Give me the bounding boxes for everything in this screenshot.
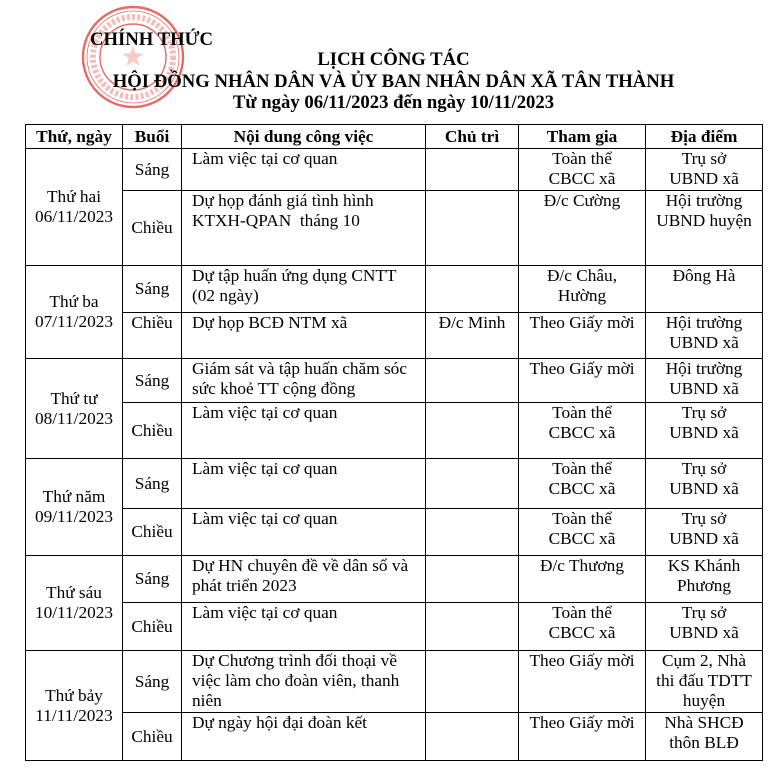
participants-line: CBCC xã bbox=[548, 623, 616, 642]
location-line: UBND xã bbox=[669, 479, 739, 498]
task-content-cell bbox=[182, 149, 426, 191]
participants-cell bbox=[519, 509, 646, 556]
session-cell: Sáng bbox=[123, 266, 182, 313]
participants-line: Theo Giấy mời bbox=[529, 313, 635, 332]
organization-name: HỘI ĐỒNG NHÂN DÂN VÀ ỦY BAN NHÂN DÂN XÃ TÂN THÀNH bbox=[112, 70, 675, 92]
location-cell bbox=[646, 603, 763, 651]
chair-cell bbox=[426, 459, 519, 509]
location-line: Đông Hà bbox=[672, 266, 736, 285]
participants-line: Theo Giấy mời bbox=[529, 359, 635, 378]
location-line: Trụ sở bbox=[681, 403, 727, 422]
participants-line: Toàn thể bbox=[552, 509, 612, 528]
task-content-line: (02 ngày) bbox=[192, 286, 259, 305]
chair-cell bbox=[426, 403, 519, 459]
participants-cell bbox=[519, 149, 646, 191]
task-content-line: niên bbox=[192, 691, 222, 710]
location-cell bbox=[646, 713, 763, 761]
task-content-line: sức khoẻ TT cộng đồng bbox=[192, 379, 356, 398]
location-line: UBND xã bbox=[669, 529, 739, 548]
location-cell bbox=[646, 459, 763, 509]
session-cell: Sáng bbox=[123, 651, 182, 713]
header-day: Thứ, ngày bbox=[26, 125, 123, 149]
participants-line: CBCC xã bbox=[548, 423, 616, 442]
location-line: Cụm 2, Nhà bbox=[661, 651, 746, 670]
date-label: 06/11/2023 bbox=[34, 207, 114, 226]
task-content-line: Dự tập huấn ứng dụng CNTT bbox=[192, 266, 397, 285]
participants-line: Đ/c Thương bbox=[540, 556, 624, 575]
location-line: UBND xã bbox=[669, 333, 739, 352]
chair-cell bbox=[426, 603, 519, 651]
task-content-line: Dự họp đánh giá tình hình bbox=[192, 191, 374, 210]
location-line: Trụ sở bbox=[681, 509, 727, 528]
weekday-label: Thứ hai bbox=[47, 187, 101, 206]
task-content-cell bbox=[182, 713, 426, 761]
location-line: KS Khánh bbox=[667, 556, 741, 575]
participants-line: Đ/c Châu, bbox=[546, 266, 618, 285]
participants-cell bbox=[519, 191, 646, 266]
chair-cell bbox=[426, 359, 519, 403]
participants-line: CBCC xã bbox=[548, 479, 616, 498]
participants-line: CBCC xã bbox=[548, 169, 616, 188]
day-cell bbox=[26, 266, 123, 359]
location-line: UBND xã bbox=[669, 423, 739, 442]
task-content-line: việc làm cho đoàn viên, thanh bbox=[192, 671, 400, 690]
session-cell: Sáng bbox=[123, 459, 182, 509]
date-label: 07/11/2023 bbox=[34, 312, 114, 331]
task-content-line: Làm việc tại cơ quan bbox=[192, 149, 338, 168]
chair-cell bbox=[426, 266, 519, 313]
participants-line: Đ/c Cường bbox=[543, 191, 621, 210]
location-cell bbox=[646, 651, 763, 713]
task-content-line: KTXH-QPAN tháng 10 bbox=[192, 211, 360, 230]
participants-cell bbox=[519, 459, 646, 509]
task-content-cell bbox=[182, 313, 426, 359]
header-chair: Chủ trì bbox=[426, 125, 519, 149]
task-content-cell bbox=[182, 603, 426, 651]
location-line: UBND xã bbox=[669, 623, 739, 642]
task-content-line: Giám sát và tập huấn chăm sóc bbox=[192, 359, 407, 378]
location-line: thôn BLĐ bbox=[669, 733, 739, 752]
location-cell bbox=[646, 556, 763, 603]
chair-cell bbox=[426, 149, 519, 191]
location-line: Trụ sở bbox=[681, 459, 727, 478]
participants-line: Toàn thể bbox=[552, 603, 612, 622]
document-title: LỊCH CÔNG TÁC bbox=[317, 49, 470, 70]
session-cell: Chiều bbox=[123, 713, 182, 761]
header-location: Địa điểm bbox=[646, 125, 763, 149]
date-range: Từ ngày 06/11/2023 đến ngày 10/11/2023 bbox=[232, 92, 555, 113]
participants-cell bbox=[519, 603, 646, 651]
task-content-cell bbox=[182, 651, 426, 713]
chair-cell bbox=[426, 509, 519, 556]
chair-cell bbox=[426, 713, 519, 761]
chair-cell bbox=[426, 556, 519, 603]
location-cell bbox=[646, 403, 763, 459]
task-content-cell bbox=[182, 359, 426, 403]
participants-line: Hường bbox=[557, 286, 607, 305]
chair-cell: Đ/c Minh bbox=[426, 313, 519, 359]
task-content-cell bbox=[182, 509, 426, 556]
participants-line: Toàn thể bbox=[552, 459, 612, 478]
session-cell: Chiều bbox=[123, 403, 182, 459]
official-status-label: CHÍNH THỨC bbox=[90, 29, 214, 50]
participants-cell bbox=[519, 556, 646, 603]
session-cell: Sáng bbox=[123, 359, 182, 403]
weekday-label: Thứ sáu bbox=[46, 583, 102, 602]
task-content-line: Dự Chương trình đối thoại về bbox=[192, 651, 397, 670]
day-cell bbox=[26, 651, 123, 761]
header-session: Buổi bbox=[123, 125, 182, 149]
location-line: Nhà SHCĐ bbox=[664, 713, 744, 732]
session-cell: Chiều bbox=[123, 603, 182, 651]
date-label: 10/11/2023 bbox=[34, 603, 114, 622]
chair-cell bbox=[426, 191, 519, 266]
header-content: Nội dung công việc bbox=[182, 125, 426, 149]
location-line: huyện bbox=[682, 691, 726, 710]
task-content-line: Dự họp BCĐ NTM xã bbox=[192, 313, 348, 332]
location-line: UBND huyện bbox=[656, 211, 752, 230]
day-cell bbox=[26, 149, 123, 266]
chair-cell bbox=[426, 651, 519, 713]
task-content-line: Làm việc tại cơ quan bbox=[192, 403, 338, 422]
location-cell bbox=[646, 359, 763, 403]
date-label: 11/11/2023 bbox=[35, 705, 113, 725]
day-cell bbox=[26, 556, 123, 651]
task-content-line: Làm việc tại cơ quan bbox=[192, 603, 338, 622]
location-line: Hội trường bbox=[665, 313, 743, 332]
task-content-line: Dự ngày hội đại đoàn kết bbox=[192, 713, 367, 732]
day-cell bbox=[26, 459, 123, 556]
location-line: UBND xã bbox=[669, 379, 739, 398]
date-label: 09/11/2023 bbox=[34, 507, 114, 526]
participants-cell bbox=[519, 713, 646, 761]
schedule-table bbox=[25, 124, 763, 761]
participants-cell bbox=[519, 266, 646, 313]
participants-line: Theo Giấy mời bbox=[529, 651, 635, 670]
location-line: Trụ sở bbox=[681, 149, 727, 168]
weekday-label: Thứ năm bbox=[42, 487, 106, 506]
task-content-cell bbox=[182, 459, 426, 509]
location-cell bbox=[646, 149, 763, 191]
location-line: UBND xã bbox=[669, 169, 739, 188]
document-heading bbox=[25, 49, 762, 114]
location-cell bbox=[646, 313, 763, 359]
task-content-line: Làm việc tại cơ quan bbox=[192, 459, 338, 478]
session-cell: Chiều bbox=[123, 191, 182, 266]
location-line: Trụ sở bbox=[681, 603, 727, 622]
participants-line: CBCC xã bbox=[548, 529, 616, 548]
task-content-line: phát triển 2023 bbox=[192, 576, 297, 595]
participants-cell bbox=[519, 359, 646, 403]
task-content-line: Làm việc tại cơ quan bbox=[192, 509, 338, 528]
weekday-label: Thứ bảy bbox=[45, 685, 103, 705]
location-line: Hội trường bbox=[665, 191, 743, 210]
task-content-cell bbox=[182, 556, 426, 603]
participants-line: Toàn thể bbox=[552, 149, 612, 168]
session-cell: Chiều bbox=[123, 313, 182, 359]
task-content-cell bbox=[182, 403, 426, 459]
task-content-line: Dự HN chuyên đề về dân số và bbox=[192, 556, 409, 575]
participants-cell bbox=[519, 651, 646, 713]
location-cell bbox=[646, 509, 763, 556]
location-cell bbox=[646, 266, 763, 313]
location-line: Phương bbox=[676, 576, 732, 595]
session-cell: Sáng bbox=[123, 149, 182, 191]
location-line: Hội trường bbox=[665, 359, 743, 378]
session-cell: Chiều bbox=[123, 509, 182, 556]
weekday-label: Thứ tư bbox=[50, 388, 98, 408]
header-participants: Tham gia bbox=[519, 125, 646, 149]
participants-cell bbox=[519, 313, 646, 359]
participants-cell bbox=[519, 403, 646, 459]
date-label: 08/11/2023 bbox=[34, 408, 114, 428]
location-line: thi đấu TDTT bbox=[656, 671, 752, 690]
location-cell bbox=[646, 191, 763, 266]
weekday-label: Thứ ba bbox=[49, 292, 99, 311]
participants-line: Toàn thể bbox=[552, 403, 612, 422]
participants-line: Theo Giấy mời bbox=[529, 713, 635, 732]
task-content-cell bbox=[182, 191, 426, 266]
day-cell bbox=[26, 359, 123, 459]
session-cell: Sáng bbox=[123, 556, 182, 603]
task-content-cell bbox=[182, 266, 426, 313]
